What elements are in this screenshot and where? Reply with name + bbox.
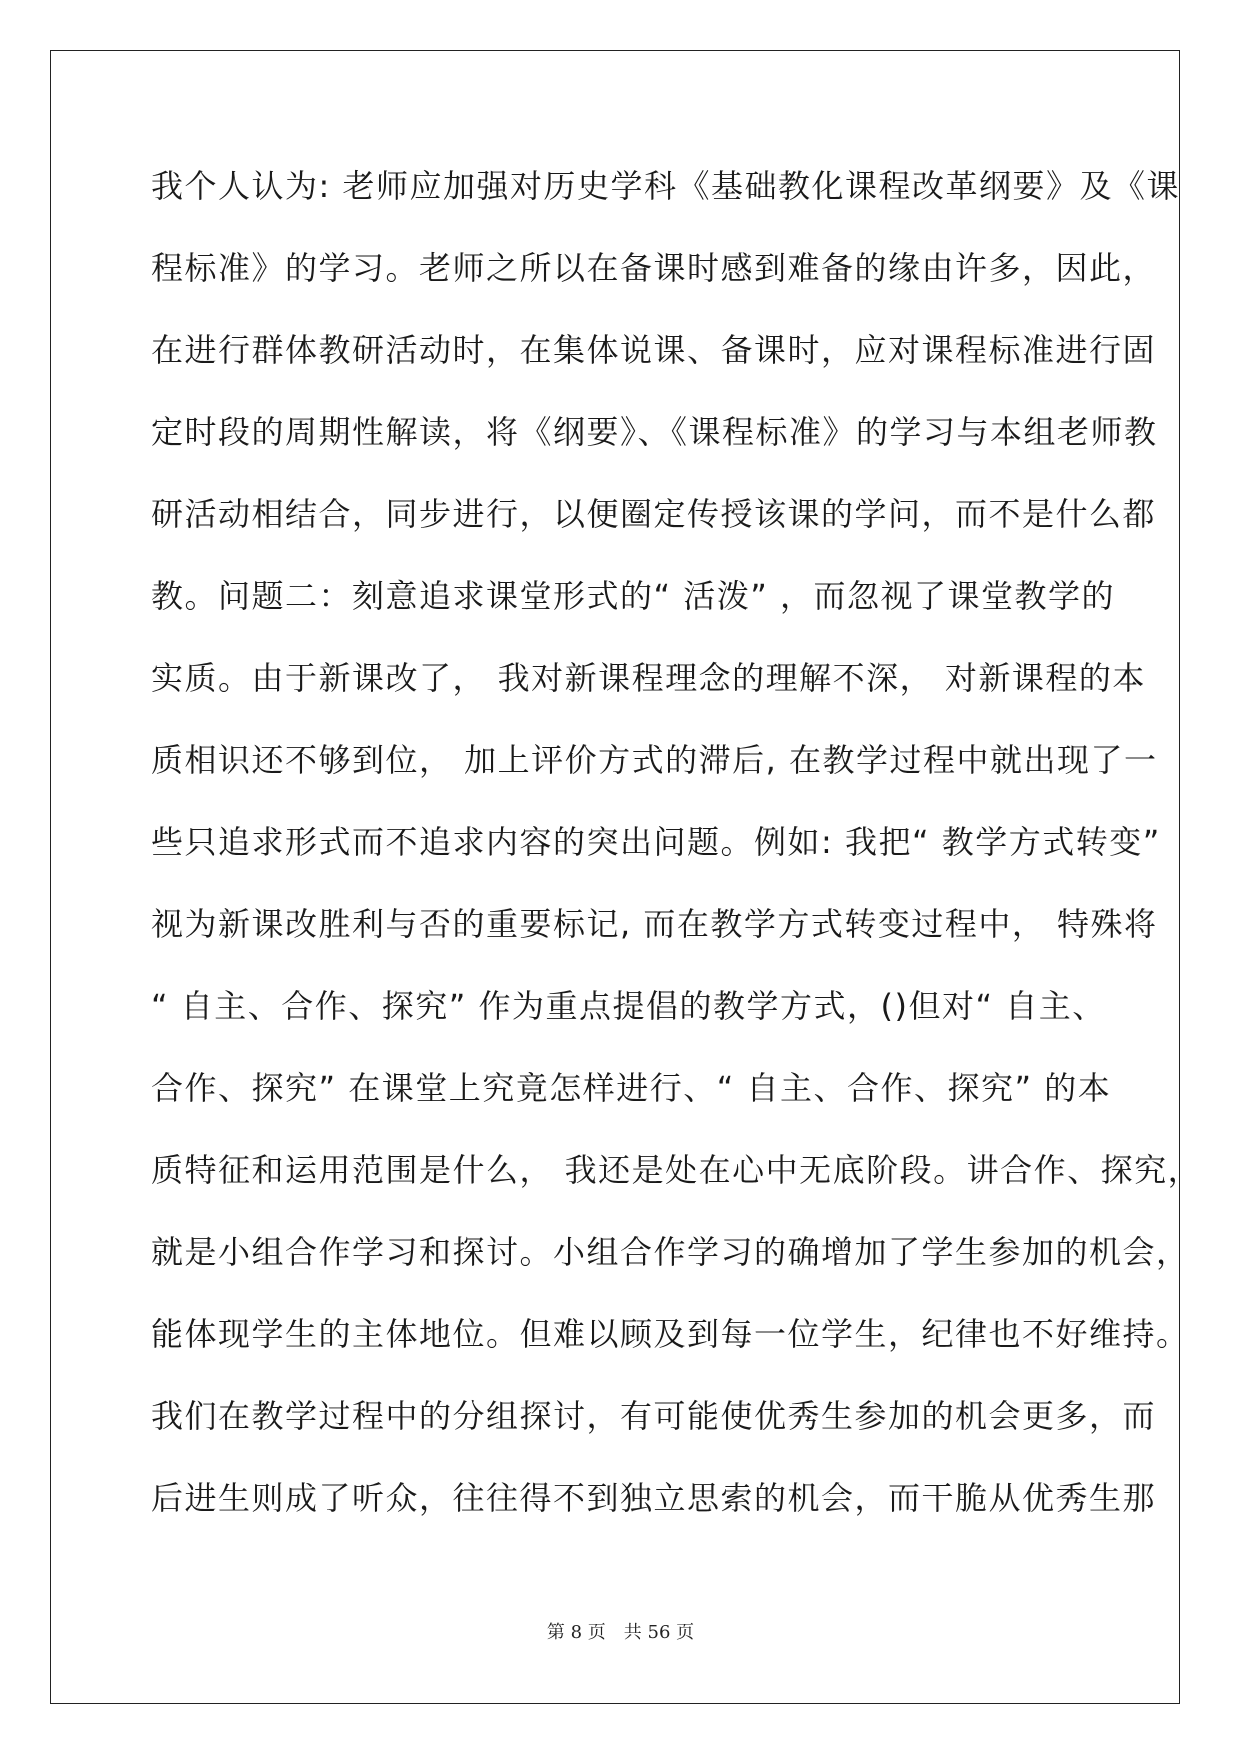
- body-text: [151, 160, 1202, 1554]
- text-line: 合作、探究” 在课堂上究竟怎样进行、“ 自主、合作、探究” 的本: [151, 1069, 1112, 1107]
- text-line: 我个人认为: 老师应加强对历史学科《基础教化课程改革纲要》及《课: [151, 167, 1180, 205]
- text-line: 后进生则成了听众，往往得不到独立思索的机会，而干脆从优秀生那: [151, 1479, 1157, 1517]
- page-number: 第 8 页 共 56 页: [546, 1622, 695, 1643]
- text-line: 能体现学生的主体地位。但难以顾及到每一位学生，纪律也不好维持。: [151, 1315, 1190, 1353]
- text-line: 就是小组合作学习和探讨。小组合作学习的确增加了学生参加的机会，: [151, 1233, 1190, 1271]
- text-line: 定时段的周期性解读，将《纲要》、《课程标准》的学习与本组老师教: [151, 413, 1158, 451]
- text-line: 教。问题二：刻意追求课堂形式的“ 活泼” ，而忽视了课堂教学的: [151, 577, 1116, 615]
- text-line: 质特征和运用范围是什么， 我还是处在心中无底阶段。讲合作、探究，: [151, 1151, 1202, 1189]
- text-line: 视为新课改胜利与否的重要标记, 而在教学方式转变过程中， 特殊将: [151, 905, 1158, 943]
- text-line: 质相识还不够到位， 加上评价方式的滞后, 在教学过程中就出现了一: [151, 741, 1158, 779]
- text-line: 实质。由于新课改了， 我对新课程理念的理解不深， 对新课程的本: [151, 659, 1146, 697]
- text-line: 些只追求形式而不追求内容的突出问题。例如: 我把“ 教学方式转变”: [151, 823, 1161, 861]
- text-line: “ 自主、合作、探究” 作为重点提倡的教学方式，()但对“ 自主、: [151, 987, 1106, 1025]
- text-line: 在进行群体教研活动时，在集体说课、备课时，应对课程标准进行固: [151, 331, 1157, 369]
- text-line: 程标准》的学习。老师之所以在备课时感到难备的缘由许多，因此，: [151, 249, 1157, 287]
- text-line: 我们在教学过程中的分组探讨，有可能使优秀生参加的机会更多，而: [151, 1397, 1157, 1435]
- text-line: 研活动相结合，同步进行，以便圈定传授该课的学问，而不是什么都: [151, 495, 1157, 533]
